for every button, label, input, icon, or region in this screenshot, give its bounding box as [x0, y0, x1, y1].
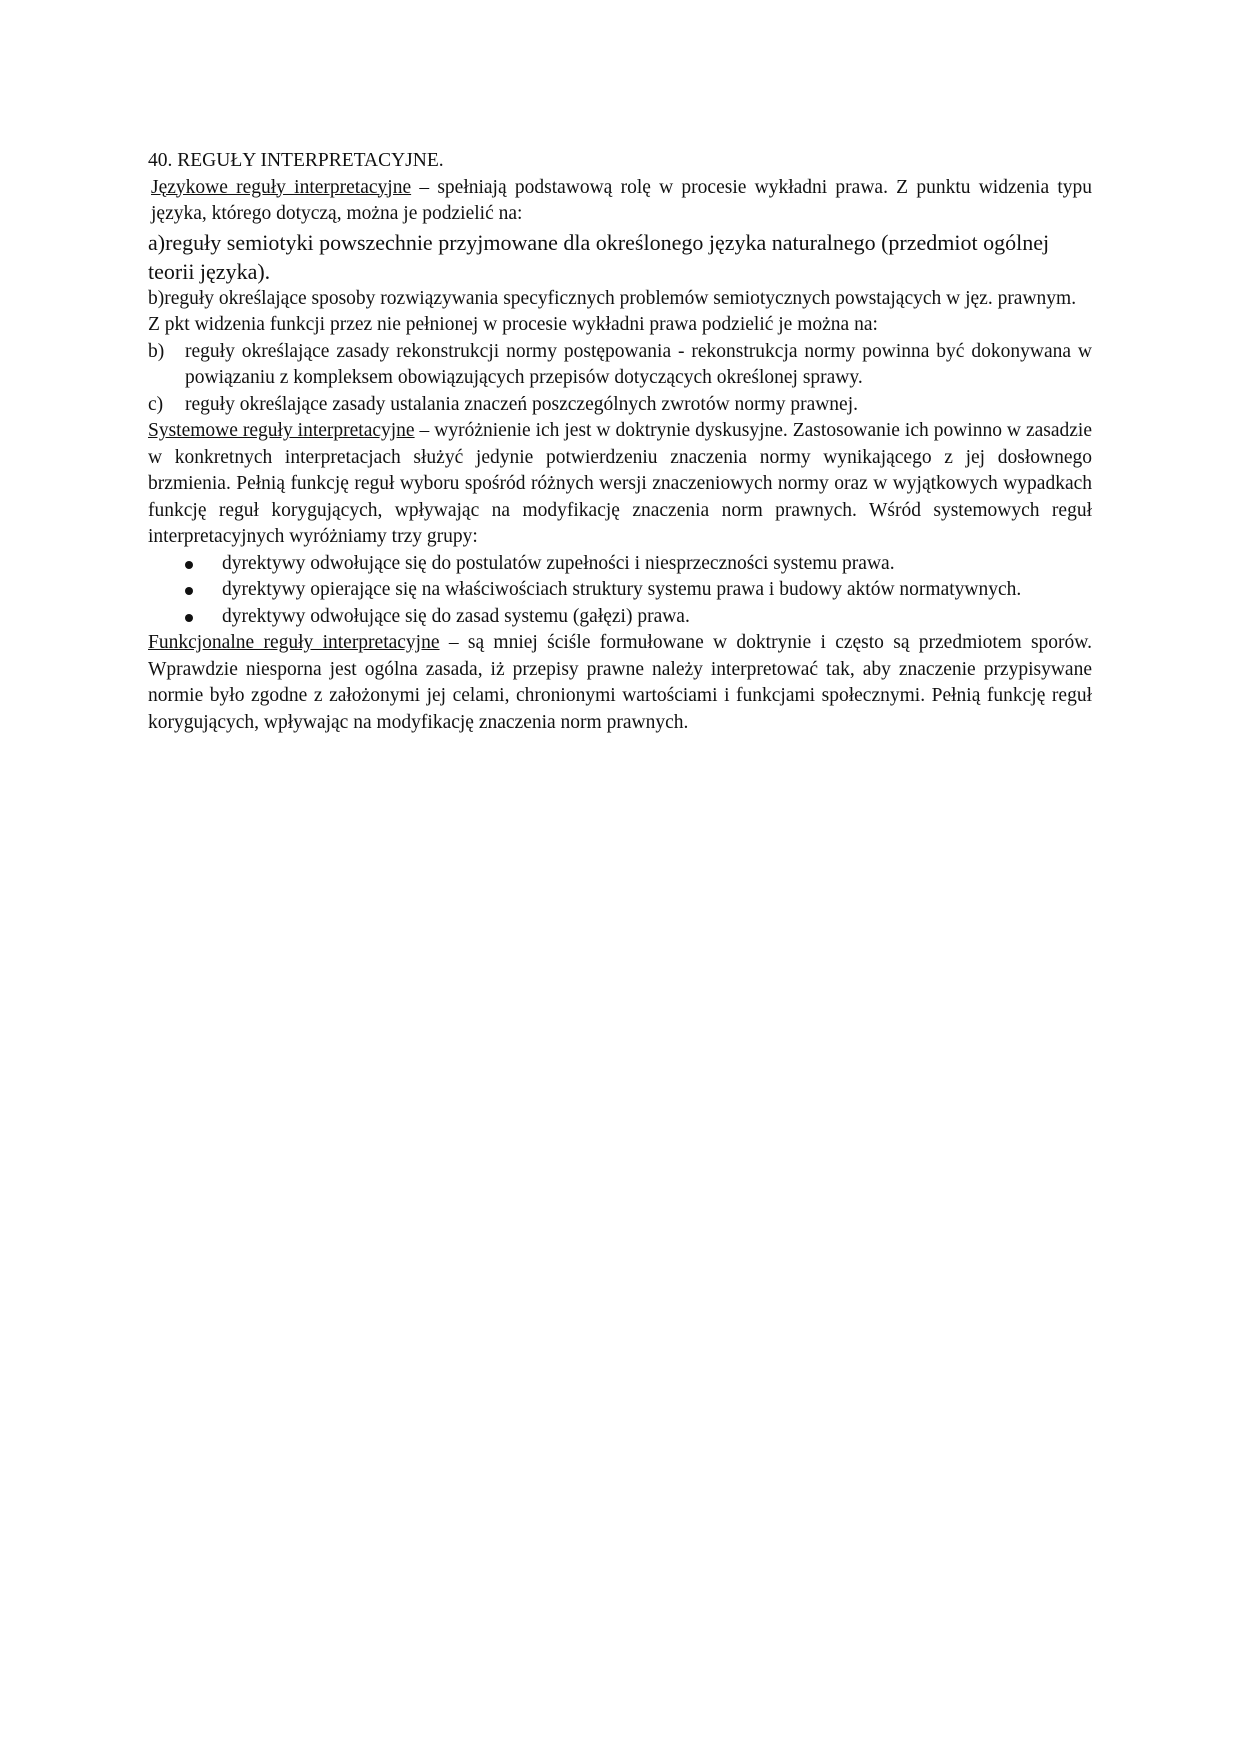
jezykowe-heading: Językowe reguły interpretacyjne	[151, 176, 412, 198]
bullet-text: dyrektywy odwołujące się do zasad systemu (gałęzi) prawa.	[222, 605, 690, 627]
bullet-dot-icon	[185, 561, 193, 569]
bullet-item	[222, 604, 1092, 631]
bullet-item	[222, 551, 1092, 578]
systemowe-heading: Systemowe reguły interpretacyjne	[148, 420, 415, 441]
funkcjonalne-paragraph	[148, 630, 1092, 736]
list-marker: c)	[148, 393, 164, 415]
list-item	[148, 392, 1092, 419]
bullet-text: dyrektywy odwołujące się do postulatów zupełności i niesprzeczności systemu prawa.	[222, 552, 895, 574]
jezykowe-paragraph	[148, 175, 1092, 228]
list-item-text: reguły określające zasady ustalania znaczeń poszczególnych zwrotów normy prawnej.	[185, 393, 858, 415]
bullet-dot-icon	[185, 614, 193, 622]
bullet-item	[222, 577, 1092, 604]
funkcjonalne-heading: Funkcjonalne reguły interpretacyjne	[148, 632, 440, 653]
function-list	[148, 339, 1092, 419]
bullet-dot-icon	[185, 587, 193, 595]
systemowe-text: – wyróżnienie ich jest w doktrynie dyskusyjne. Zastosowanie ich powinno w zasadzie w konkretnych interpretacjach służyć jedynie potwierdzeniu znaczenia normy wynikającego z jej dosłownego brzmienia. Pełnią funkcję reguł wyboru spośród różnych wersji znaczeniowych normy oraz w wyjątkowych wypadkach funkcję reguł korygujących, wpływając na modyfikację znaczenia norm prawnych. Wśród systemowych reguł interpretacyjnych wyróżniamy trzy grupy:	[148, 420, 1092, 547]
document-title: 40. REGUŁY INTERPRETACYJNE.	[148, 150, 444, 171]
funkcjonalne-text: – są mniej ściśle formułowane w doktrynie i często są przedmiotem sporów. Wprawdzie niesporna jest ogólna zasada, iż przepisy prawne należy interpretować tak, aby znaczenie przypisywane normie było zgodne z założonymi jej celami, chronionymi wartościami i funkcjami społecznymi. Pełnią funkcję reguł korygujących, wpływając na modyfikację znaczenia norm prawnych.	[148, 632, 1092, 733]
item-b: b)reguły określające sposoby rozwiązywania specyficznych problemów semiotycznych powstających w jęz. prawnym.	[148, 287, 1077, 309]
list-item	[148, 339, 1092, 392]
systemowe-bullets	[148, 551, 1092, 631]
list-item-text: reguły określające zasady rekonstrukcji normy postępowania - rekonstrukcja normy powinna być dokonywana w powiązaniu z kompleksem obowiązujących przepisów dotyczących określonej sprawy.	[185, 340, 1092, 388]
document-page	[148, 148, 1092, 736]
jezykowe-text: – spełniają podstawową rolę w procesie wykładni prawa. Z punktu widzenia typu języka, którego dotyczą, można je podzielić na:	[151, 176, 1092, 224]
function-intro: Z pkt widzenia funkcji przez nie pełnionej w procesie wykładni prawa podzielić je można na:	[148, 314, 878, 335]
systemowe-paragraph	[148, 418, 1092, 551]
list-marker: b)	[148, 340, 165, 362]
bullet-text: dyrektywy opierające się na właściwościach struktury systemu prawa i budowy aktów normatywnych.	[222, 579, 1022, 600]
item-a: a)reguły semiotyki powszechnie przyjmowane dla określonego języka naturalnego (przedmiot ogólnej teorii języka).	[148, 229, 1050, 284]
